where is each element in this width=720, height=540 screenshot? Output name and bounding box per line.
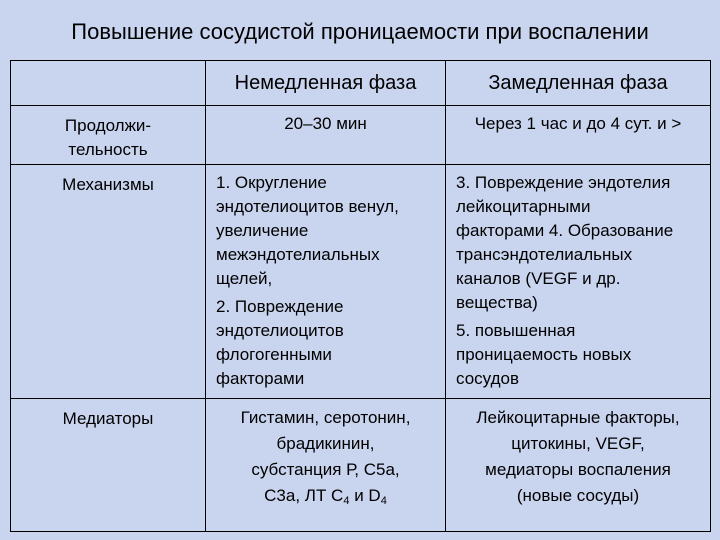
mech-immediate-line: щелей, xyxy=(216,269,273,288)
mech-immediate-line: флогогенными xyxy=(216,345,332,364)
mech-immediate-line: 1. Округление xyxy=(216,173,327,192)
mech-delayed-line: 5. повышенная xyxy=(456,321,576,340)
table-row-duration xyxy=(11,106,711,165)
row-label-mechanisms: Механизмы xyxy=(11,165,206,399)
row-label-duration-line2: тельность xyxy=(68,140,148,159)
row-label-mediators: Медиаторы xyxy=(11,399,206,532)
mediators-delayed-cell xyxy=(446,399,711,532)
mech-immediate-line: факторами xyxy=(216,369,305,388)
duration-immediate-cell: 20–30 мин xyxy=(206,106,446,165)
mech-delayed-line: каналов (VEGF и др. xyxy=(456,269,621,288)
mech-delayed-line: сосудов xyxy=(456,369,519,388)
med-delayed-line: (новые сосуды) xyxy=(516,486,640,505)
med-immediate-line: Гистамин, серотонин, xyxy=(240,408,411,427)
med-delayed-line: Лейкоцитарные факторы, xyxy=(476,408,680,427)
duration-delayed-cell: Через 1 час и до 4 сут. и > xyxy=(446,106,711,165)
table-row-mediators xyxy=(11,399,711,532)
mech-immediate-line: увеличение xyxy=(216,221,309,240)
med-immediate-line: брадикинин, xyxy=(276,434,375,453)
mechanisms-immediate-cell xyxy=(206,165,446,399)
permeability-table xyxy=(10,60,711,532)
mech-immediate-line: эндотелиоцитов венул, xyxy=(216,197,399,216)
mech-delayed-line: лейкоцитарными xyxy=(456,197,591,216)
mediators-immediate-cell xyxy=(206,399,446,532)
header-immediate-phase: Немедленная фаза xyxy=(206,61,446,106)
header-delayed-phase: Замедленная фаза xyxy=(446,61,711,106)
row-label-duration xyxy=(11,106,206,165)
mech-delayed-line: факторами 4. Образование xyxy=(456,221,674,240)
med-immediate-line: субстанция Р, С5а, xyxy=(251,460,400,479)
mechanisms-delayed-cell xyxy=(446,165,711,399)
med-immediate-last-mid: и D xyxy=(349,486,381,505)
header-empty-cell xyxy=(11,61,206,106)
mech-delayed-line: 3. Повреждение эндотелия xyxy=(456,173,671,192)
row-label-duration-line1: Продолжи- xyxy=(64,116,152,135)
med-immediate-last-sub2: 4 xyxy=(380,495,387,507)
mediators-immediate-text xyxy=(206,399,445,509)
med-delayed-line: медиаторы воспаления xyxy=(485,460,671,479)
med-delayed-line: цитокины, VEGF, xyxy=(511,434,645,453)
mech-immediate-line: эндотелиоцитов xyxy=(216,321,344,340)
table-header-row xyxy=(11,61,711,106)
mech-immediate-line: межэндотелиальных xyxy=(216,245,380,264)
mech-delayed-line: вещества) xyxy=(456,293,538,312)
mech-immediate-line: 2. Повреждение xyxy=(216,297,344,316)
med-immediate-last-pre: С3а, ЛТ С xyxy=(264,486,344,505)
mech-delayed-line: проницаемость новых xyxy=(456,345,632,364)
slide-title: Повышение сосудистой проницаемости при воспалении xyxy=(71,19,649,44)
table-row-mechanisms xyxy=(11,165,711,399)
mediators-delayed-text xyxy=(446,399,710,509)
med-immediate-line-last xyxy=(206,483,445,509)
med-immediate-last-sub1: 4 xyxy=(343,495,350,507)
mech-delayed-line: трансэндотелиальных xyxy=(456,245,633,264)
